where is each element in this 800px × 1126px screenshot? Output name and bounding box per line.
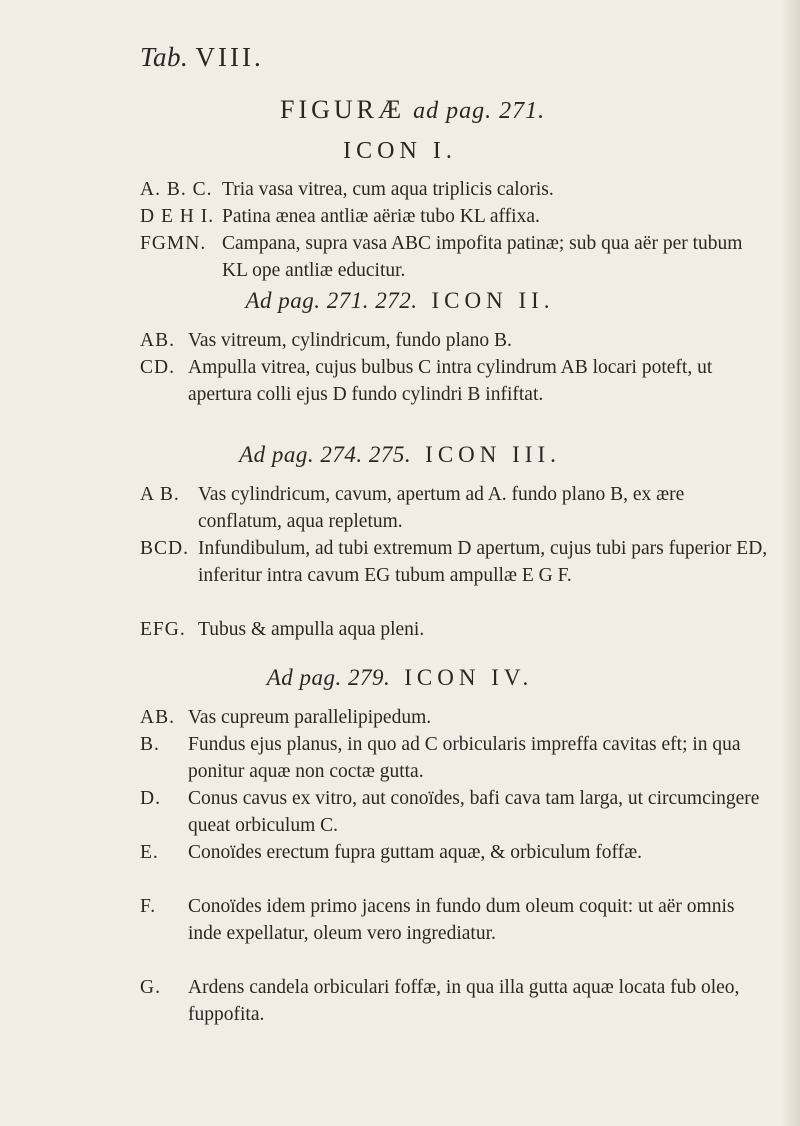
icon-4-entry: AB. Vas cupreum parallelipipedum. — [140, 707, 432, 728]
icon-4-entry: E. Conoïdes erectum fupra guttam aquæ, & orbiculum foffæ. — [140, 842, 643, 863]
plate-label: Tab. VIII. — [140, 42, 264, 72]
icon-3-heading: Ad pag. 274. 275. ICON III. — [239, 442, 561, 467]
icon-1-heading: ICON I. — [343, 138, 457, 164]
icon-1-entry: D E H I. Patina ænea antliæ aëriæ tubo KL affixa. — [140, 206, 540, 227]
page-edge-shadow — [782, 0, 800, 1126]
icon-2-heading: Ad pag. 271. 272. ICON II. — [245, 288, 555, 313]
icon-1-entry: FGMN. Campana, supra vasa ABC impofita patinæ; sub qua aër per tubum KL ope antliæ educitur. — [140, 233, 743, 281]
icon-2-entry: CD. Ampulla vitrea, cujus bulbus C intra cylindrum AB locari poteft, ut apertura colli ejus D fundo cylindri B infiftat. — [140, 357, 713, 405]
icon-4-heading: Ad pag. 279. ICON IV. — [266, 665, 534, 690]
icon-4-entry: F. Conoïdes idem primo jacens in fundo dum oleum coquit: ut aër omnis inde expellatur, oleum vero ingrediatur. — [140, 896, 735, 944]
icon-3-entry: A B. Vas cylindricum, cavum, apertum ad A. fundo plano B, ex ære conflatum, aqua repletum. — [140, 484, 685, 532]
icon-4-entry: D. Conus cavus ex vitro, aut conoïdes, bafi cava tam larga, ut circumcingere queat orbiculum C. — [140, 788, 760, 836]
icon-4-entry: G. Ardens candela orbiculari foffæ, in qua illa gutta aquæ locata fub oleo, fuppofita. — [140, 977, 740, 1025]
icon-3-entry: BCD. Infundibulum, ad tubi extremum D apertum, cujus tubi pars fuperior ED, inferitur intra cavum EG tubum ampullæ E G F. — [140, 538, 768, 586]
figures-title: FIGURÆ ad pag. 271. — [280, 95, 546, 124]
icon-1-entry: A. B. C. Tria vasa vitrea, cum aqua triplicis caloris. — [140, 179, 554, 200]
icon-4-entry: B. Fundus ejus planus, in quo ad C orbicularis impreffa cavitas eft; in qua ponitur aquæ non coctæ gutta. — [140, 734, 741, 782]
icon-2-entry: AB. Vas vitreum, cylindricum, fundo plano B. — [140, 330, 512, 351]
icon-3-entry: EFG. Tubus & ampulla aqua pleni. — [140, 619, 425, 640]
